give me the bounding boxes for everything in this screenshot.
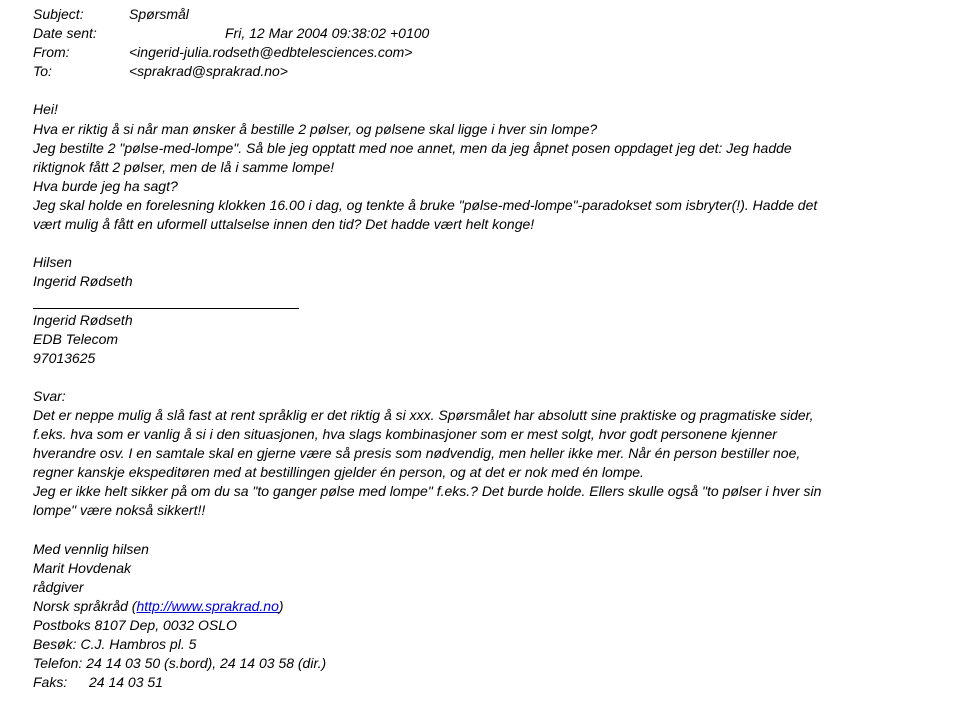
- question-line: Hva burde jeg ha sagt?: [33, 177, 178, 194]
- answer-line: lompe" være nokså sikkert!!: [33, 502, 206, 519]
- answer-heading: Svar:: [33, 387, 66, 404]
- spacer: [33, 368, 948, 387]
- question-line: Jeg skal holde en forelesning klokken 16.00 i dag, og tenkte å bruke "pølse-med-lompe"-paradokset som isbryter(!). Hadde det: [33, 196, 818, 213]
- from-value: <ingerid-julia.rodseth@edbtelesciences.com>: [129, 44, 413, 61]
- spacer: [33, 81, 948, 100]
- question-line: Jeg bestilte 2 "pølse-med-lompe". Så ble jeg opptatt med noe annet, men da jeg åpnet posen oppdaget jeg det: Jeg hadde: [33, 139, 792, 156]
- date-value: Fri, 12 Mar 2004 09:38:02 +0100: [225, 25, 430, 42]
- subject-label: Subject:: [33, 6, 84, 22]
- answer-line: f.eks. hva som er vanlig å si i den situasjonen, hva slags kombinasjoner som er mest solgt, hvor godt personene kjenner: [33, 426, 777, 443]
- question-line: Hva er riktig å si når man ønsker å bestille 2 pølser, og pølsene skal ligge i hver sin lompe?: [33, 120, 598, 137]
- spacer: [33, 234, 948, 253]
- from-label: From:: [33, 44, 70, 61]
- answer-name: Marit Hovdenak: [33, 559, 132, 576]
- to-label: To:: [33, 63, 52, 80]
- question-line: vært mulig å fått en uformell uttalselse innen den tid? Det hadde vært helt konge!: [33, 216, 535, 233]
- signature-phone: 97013625: [33, 349, 96, 366]
- question-closing: Hilsen: [33, 254, 72, 271]
- greeting: Hei!: [33, 101, 58, 118]
- subject-value: Spørsmål: [129, 6, 189, 22]
- answer-org: [33, 597, 948, 616]
- to-value: <sprakrad@sprakrad.no>: [129, 63, 288, 80]
- org-suffix: ): [278, 597, 284, 614]
- answer-title: rådgiver: [33, 578, 84, 595]
- signature-company: EDB Telecom: [33, 330, 119, 347]
- sprakrad-link[interactable]: http://www.sprakrad.no: [136, 597, 279, 614]
- fax-value: 24 14 03 51: [89, 674, 163, 691]
- signature-name: Ingerid Rødseth: [33, 311, 133, 328]
- date-row: [33, 24, 948, 43]
- org-prefix: Norsk språkråd (: [33, 597, 137, 614]
- answer-line: Jeg er ikke helt sikker på om du sa "to ganger pølse med lompe" f.eks.? Det burde holde. Ellers skulle også "to pølser i hver sin: [33, 483, 822, 500]
- to-row: [33, 62, 948, 81]
- answer-visit: Besøk: C.J. Hambros pl. 5: [33, 636, 197, 653]
- question-line: riktignok fått 2 pølser, men de lå i samme lompe!: [33, 158, 335, 175]
- answer-fax: [33, 673, 948, 692]
- signature-divider: [33, 291, 299, 309]
- answer-line: Det er neppe mulig å slå fast at rent språklig er det riktig å si xxx. Spørsmålet har absolutt sine praktiske og pragmatiske sider,: [33, 406, 814, 423]
- answer-closing: Med vennlig hilsen: [33, 540, 149, 557]
- answer-line: hverandre osv. I en samtale skal en gjerne være så presis som nødvendig, men heller ikke mer. Når én person bestiller noe,: [33, 445, 801, 462]
- date-label: Date sent:: [33, 25, 97, 42]
- answer-address: Postboks 8107 Dep, 0032 OSLO: [33, 617, 237, 633]
- from-row: [33, 43, 948, 62]
- fax-label: Faks:: [33, 674, 68, 691]
- answer-line: regner kanskje ekspeditøren med at bestillingen gjelder én person, og at det er nok med én lompe.: [33, 464, 644, 481]
- answer-phone: Telefon: 24 14 03 50 (s.bord), 24 14 03 58 (dir.): [33, 655, 327, 672]
- spacer: [33, 521, 948, 540]
- subject-row: [33, 5, 948, 24]
- email-document: [33, 5, 948, 692]
- question-closing-name: Ingerid Rødseth: [33, 273, 133, 290]
